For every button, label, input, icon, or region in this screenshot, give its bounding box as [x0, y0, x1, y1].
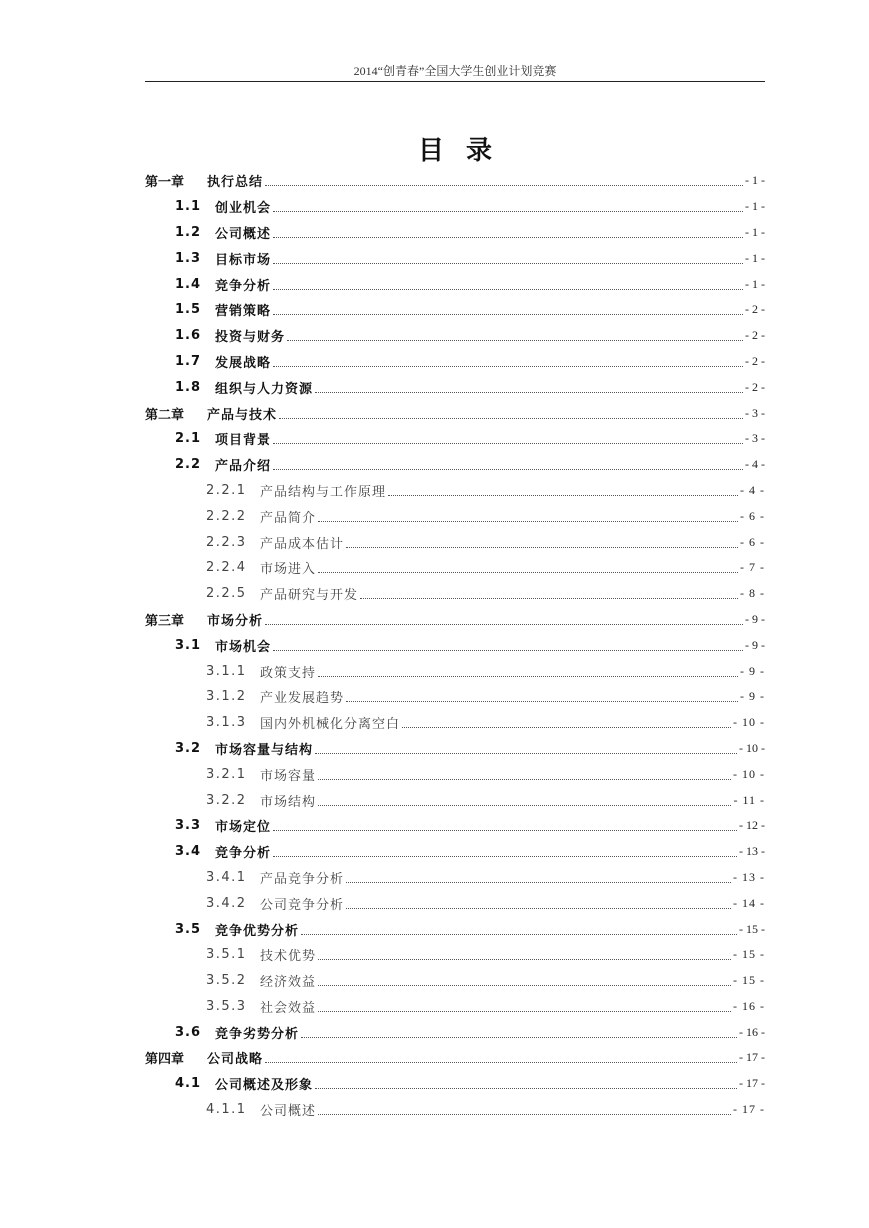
toc-entry[interactable]	[145, 220, 765, 246]
toc-entry[interactable]	[145, 942, 765, 968]
toc-entry-number: 3.3	[175, 818, 202, 834]
toc-entry-title: 公司概述及形象	[215, 1078, 314, 1094]
toc-entry-number: 3.2.1	[206, 766, 247, 782]
toc-entry[interactable]	[145, 271, 765, 297]
toc-entry[interactable]	[145, 968, 765, 994]
toc-dot-leader	[318, 521, 738, 522]
toc-dot-leader	[273, 856, 737, 857]
toc-entry[interactable]	[145, 1045, 765, 1071]
toc-dot-leader	[273, 211, 743, 212]
toc-entry[interactable]	[145, 994, 765, 1020]
toc-entry-page: - 3 -	[745, 431, 765, 446]
toc-entry-number: 2.1	[175, 431, 202, 447]
toc-entry-title: 公司竞争分析	[260, 897, 345, 913]
toc-entry-number: 3.2	[175, 740, 202, 756]
toc-entry-number: 第一章	[145, 175, 185, 191]
toc-entry-page: - 16 -	[739, 1024, 765, 1039]
toc-entry-page: - 1 -	[745, 250, 765, 265]
toc-entry-number: 3.6	[175, 1024, 202, 1040]
toc-entry[interactable]	[145, 1097, 765, 1123]
toc-dot-leader	[315, 1088, 737, 1089]
toc-entry-title: 政策支持	[260, 665, 317, 681]
toc-entry-page: - 8 -	[740, 586, 765, 601]
toc-entry[interactable]	[145, 787, 765, 813]
toc-entry-number: 3.1.1	[206, 663, 247, 679]
toc-entry-number: 2.2.1	[206, 482, 247, 498]
toc-dot-leader	[318, 1011, 731, 1012]
toc-entry-number: 2.2.3	[206, 534, 247, 550]
toc-entry[interactable]	[145, 297, 765, 323]
toc-entry-page: - 6 -	[740, 508, 765, 523]
toc-dot-leader	[265, 624, 743, 625]
toc-entry-page: - 13 -	[733, 869, 765, 884]
toc-entry[interactable]	[145, 555, 765, 581]
toc-entry-title: 竞争优势分析	[215, 923, 300, 939]
toc-entry-number: 4.1	[175, 1076, 202, 1092]
toc-entry-title: 产品结构与工作原理	[260, 484, 387, 500]
toc-entry-title: 市场机会	[215, 639, 272, 655]
toc-entry-number: 第四章	[145, 1052, 185, 1068]
toc-entry[interactable]	[145, 581, 765, 607]
toc-entry-page: - 17 -	[733, 1102, 765, 1117]
toc-entry-title: 目标市场	[215, 252, 272, 268]
toc-entry-page: - 7 -	[740, 560, 765, 575]
toc-entry-number: 1.2	[175, 224, 202, 240]
toc-entry-number: 3.4	[175, 844, 202, 860]
toc-entry[interactable]	[145, 194, 765, 220]
toc-entry-number: 3.5.2	[206, 973, 247, 989]
toc-entry-page: - 6 -	[740, 534, 765, 549]
toc-entry-number: 4.1.1	[206, 1102, 247, 1118]
toc-entry[interactable]	[145, 452, 765, 478]
toc-dot-leader	[273, 366, 743, 367]
toc-entry-page: - 14 -	[733, 895, 765, 910]
toc-entry-page: - 11 -	[733, 792, 765, 807]
toc-entry-number: 3.4.2	[206, 895, 247, 911]
toc-entry-page: - 1 -	[745, 276, 765, 291]
toc-dot-leader	[402, 727, 731, 728]
toc-dot-leader	[318, 805, 731, 806]
toc-entry-number: 3.1.2	[206, 689, 247, 705]
toc-entry-number: 3.1	[175, 637, 202, 653]
toc-title: 目录	[417, 136, 514, 166]
toc-entry-number: 3.5.3	[206, 998, 247, 1014]
toc-entry-title: 营销策略	[215, 304, 272, 320]
toc-entry-page: - 10 -	[733, 715, 765, 730]
toc-entry[interactable]	[145, 684, 765, 710]
toc-entry-number: 3.5.1	[206, 947, 247, 963]
toc-dot-leader	[318, 985, 731, 986]
toc-dot-leader	[273, 650, 743, 651]
toc-entry[interactable]	[145, 839, 765, 865]
toc-entry-page: - 10 -	[739, 740, 765, 755]
toc-entry[interactable]	[145, 916, 765, 942]
toc-dot-leader	[318, 779, 731, 780]
toc-entry[interactable]	[145, 400, 765, 426]
toc-dot-leader	[318, 1114, 731, 1115]
toc-entry-title: 国内外机械化分离空白	[260, 717, 401, 733]
toc-entry-title: 产品与技术	[207, 407, 278, 423]
toc-entry[interactable]	[145, 1019, 765, 1045]
toc-entry[interactable]	[145, 658, 765, 684]
toc-entry-page: - 12 -	[739, 818, 765, 833]
toc-entry-number: 2.2	[175, 457, 202, 473]
toc-entry[interactable]	[145, 632, 765, 658]
toc-dot-leader	[301, 934, 737, 935]
toc-dot-leader	[287, 340, 743, 341]
toc-dot-leader	[360, 598, 738, 599]
toc-dot-leader	[315, 753, 737, 754]
toc-entry[interactable]	[145, 1071, 765, 1097]
toc-dot-leader	[265, 1062, 737, 1063]
toc-entry-page: - 10 -	[733, 766, 765, 781]
toc-entry-page: - 1 -	[745, 199, 765, 214]
toc-entry-page: - 13 -	[739, 844, 765, 859]
toc-entry-title: 公司概述	[260, 1104, 317, 1120]
toc-entry[interactable]	[145, 761, 765, 787]
toc-entry-title: 产品成本估计	[260, 536, 345, 552]
toc-entry-number: 3.2.2	[206, 792, 247, 808]
toc-entry-title: 产品介绍	[215, 459, 272, 475]
toc-dot-leader	[346, 701, 738, 702]
toc-entry-number: 1.3	[175, 250, 202, 266]
toc-entry[interactable]	[145, 529, 765, 555]
toc-entry-number: 3.4.1	[206, 869, 247, 885]
toc-entry-number: 1.6	[175, 328, 202, 344]
toc-entry-page: - 17 -	[739, 1050, 765, 1065]
header-rule	[145, 81, 765, 82]
toc-entry-page: - 2 -	[745, 328, 765, 343]
toc-entry-title: 组织与人力资源	[215, 381, 314, 397]
toc-entry-title: 项目背景	[215, 433, 272, 449]
toc-entry-number: 1.4	[175, 276, 202, 292]
toc-entry-page: - 15 -	[733, 947, 765, 962]
toc-dot-leader	[318, 959, 731, 960]
toc-dot-leader	[318, 676, 738, 677]
toc-entry-number: 1.7	[175, 353, 202, 369]
toc-dot-leader	[346, 908, 731, 909]
toc-dot-leader	[273, 289, 743, 290]
toc-entry-number: 1.5	[175, 302, 202, 318]
toc-dot-leader	[265, 185, 743, 186]
toc-entry-page: - 4 -	[745, 457, 765, 472]
toc-entry-page: - 2 -	[745, 353, 765, 368]
toc-entry-page: - 2 -	[745, 379, 765, 394]
toc-dot-leader	[388, 495, 738, 496]
toc-entry-page: - 9 -	[740, 689, 765, 704]
toc-entry-page: - 4 -	[740, 482, 765, 497]
toc-entry-title: 市场容量	[260, 768, 317, 784]
toc-entry-number: 3.5	[175, 921, 202, 937]
toc-entry-page: - 15 -	[733, 973, 765, 988]
toc-dot-leader	[273, 469, 743, 470]
toc-entry[interactable]	[145, 245, 765, 271]
toc-entry-number: 2.2.4	[206, 560, 247, 576]
toc-dot-leader	[273, 237, 743, 238]
toc-entry-page: - 9 -	[740, 663, 765, 678]
toc-dot-leader	[301, 1037, 737, 1038]
toc-entry-title: 市场进入	[260, 562, 317, 578]
toc-entry[interactable]	[145, 607, 765, 633]
toc-entry-title: 产品研究与开发	[260, 588, 359, 604]
toc-entry-title: 技术优势	[260, 949, 317, 965]
toc-dot-leader	[315, 392, 743, 393]
toc-entry-page: - 15 -	[739, 921, 765, 936]
toc-dot-leader	[273, 314, 743, 315]
toc-entry-title: 产品简介	[260, 510, 317, 526]
toc-entry-title: 市场结构	[260, 794, 317, 810]
toc-dot-leader	[273, 830, 737, 831]
toc-entry-page: - 1 -	[745, 224, 765, 239]
toc-entry-title: 产品竞争分析	[260, 871, 345, 887]
toc-entry-page: - 17 -	[739, 1076, 765, 1091]
toc-entry-page: - 1 -	[745, 173, 765, 188]
toc-entry-number: 1.8	[175, 379, 202, 395]
toc-dot-leader	[346, 547, 738, 548]
toc-entry-title: 公司战略	[207, 1052, 264, 1068]
toc-entry[interactable]	[145, 478, 765, 504]
toc-entry-page: - 9 -	[745, 637, 765, 652]
toc-entry-title: 公司概述	[215, 226, 272, 242]
toc-dot-leader	[318, 572, 738, 573]
toc-dot-leader	[273, 263, 743, 264]
table-of-contents	[145, 168, 765, 1122]
toc-dot-leader	[273, 443, 743, 444]
toc-dot-leader	[279, 418, 743, 419]
toc-entry[interactable]	[145, 736, 765, 762]
toc-entry[interactable]	[145, 865, 765, 891]
toc-entry-number: 1.1	[175, 199, 202, 215]
toc-entry-title: 市场分析	[207, 613, 264, 629]
toc-entry-title: 产业发展趋势	[260, 691, 345, 707]
toc-entry-title: 创业机会	[215, 201, 272, 217]
toc-entry[interactable]	[145, 503, 765, 529]
toc-entry-title: 市场容量与结构	[215, 742, 314, 758]
toc-entry[interactable]	[145, 710, 765, 736]
toc-entry-number: 2.2.2	[206, 508, 247, 524]
toc-entry-title: 社会效益	[260, 1000, 317, 1016]
toc-entry-number: 2.2.5	[206, 586, 247, 602]
toc-entry-title: 竞争分析	[215, 846, 272, 862]
toc-entry-number: 第二章	[145, 407, 185, 423]
toc-entry-page: - 2 -	[745, 302, 765, 317]
toc-entry-title: 竞争分析	[215, 278, 272, 294]
toc-entry-title: 执行总结	[207, 175, 264, 191]
toc-entry-title: 竞争劣势分析	[215, 1026, 300, 1042]
toc-entry-title: 市场定位	[215, 820, 272, 836]
toc-entry-page: - 3 -	[745, 405, 765, 420]
toc-entry-page: - 9 -	[745, 611, 765, 626]
toc-entry[interactable]	[145, 168, 765, 194]
toc-entry[interactable]	[145, 426, 765, 452]
toc-entry-number: 3.1.3	[206, 715, 247, 731]
toc-entry-number: 第三章	[145, 613, 185, 629]
toc-entry[interactable]	[145, 349, 765, 375]
toc-entry-title: 投资与财务	[215, 330, 286, 346]
toc-entry[interactable]	[145, 374, 765, 400]
running-header: 2014“创青春”全国大学生创业计划竞赛	[353, 64, 557, 78]
toc-entry[interactable]	[145, 890, 765, 916]
toc-dot-leader	[346, 882, 731, 883]
toc-entry[interactable]	[145, 813, 765, 839]
toc-entry-title: 经济效益	[260, 975, 317, 991]
toc-entry-title: 发展战略	[215, 355, 272, 371]
toc-entry-page: - 16 -	[733, 998, 765, 1013]
toc-entry[interactable]	[145, 323, 765, 349]
